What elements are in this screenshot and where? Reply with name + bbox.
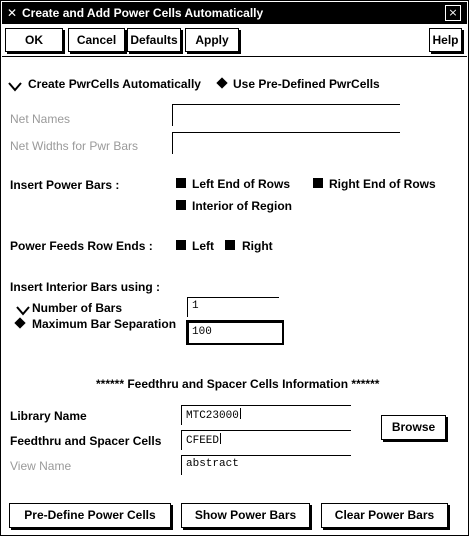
library-name-label: Library Name	[10, 409, 87, 423]
view-name-input[interactable]: abstract	[181, 455, 351, 475]
feed-right-checkbox-icon[interactable]	[225, 240, 235, 250]
interior-region-checkbox-icon[interactable]	[176, 200, 186, 210]
insert-power-bars-label: Insert Power Bars :	[10, 178, 120, 192]
feed-left-checkbox-icon[interactable]	[176, 240, 186, 250]
predefine-power-cells-button[interactable]: Pre-Define Power Cells	[9, 503, 171, 528]
defaults-button[interactable]: Defaults	[127, 28, 181, 52]
interior-region-label[interactable]: Interior of Region	[192, 199, 292, 213]
use-predefined-label[interactable]: Use Pre-Defined PwrCells	[233, 77, 380, 91]
button-bar	[2, 24, 467, 57]
cancel-button[interactable]: Cancel	[68, 28, 125, 52]
apply-button[interactable]: Apply	[185, 28, 239, 52]
browse-button[interactable]: Browse	[381, 415, 446, 440]
net-names-input[interactable]	[172, 104, 400, 126]
feed-right-label[interactable]: Right	[242, 239, 273, 253]
feedthru-cells-input[interactable]: CFEED	[181, 430, 351, 450]
number-of-bars-label[interactable]: Number of Bars	[32, 301, 123, 315]
help-button[interactable]: Help	[429, 28, 462, 52]
window-title: Create and Add Power Cells Automatically	[22, 6, 264, 20]
radio-selected-diamond-icon[interactable]	[216, 77, 227, 88]
x-logo-icon: ✕	[7, 6, 18, 20]
net-names-label: Net Names	[10, 112, 71, 126]
view-name-label: View Name	[10, 459, 72, 473]
clear-power-bars-button[interactable]: Clear Power Bars	[321, 503, 448, 528]
text-cursor	[240, 408, 241, 419]
feedthru-cells-label: Feedthru and Spacer Cells	[10, 434, 162, 448]
left-end-checkbox-icon[interactable]	[176, 178, 186, 188]
radio-unselected-chevron-icon[interactable]	[8, 82, 22, 92]
power-feeds-label: Power Feeds Row Ends :	[10, 239, 153, 253]
interior-bars-label: Insert Interior Bars using :	[10, 280, 161, 294]
create-auto-label[interactable]: Create PwrCells Automatically	[28, 77, 201, 91]
right-end-checkbox-icon[interactable]	[313, 178, 323, 188]
max-bar-separation-label[interactable]: Maximum Bar Separation	[32, 317, 177, 331]
feedthru-section-header: ****** Feedthru and Spacer Cells Information ******	[96, 377, 380, 391]
show-power-bars-button[interactable]: Show Power Bars	[181, 503, 310, 528]
library-name-input[interactable]: MTC23000	[181, 405, 351, 425]
net-widths-input[interactable]	[172, 132, 400, 154]
close-button[interactable]: ×	[445, 5, 461, 21]
radio-unselected-chevron-icon[interactable]	[16, 306, 30, 316]
text-cursor	[220, 433, 221, 444]
max-bar-separation-input[interactable]: 100	[186, 320, 284, 345]
ok-button[interactable]: OK	[5, 28, 63, 52]
net-widths-label: Net Widths for Pwr Bars	[10, 139, 139, 153]
left-end-label[interactable]: Left End of Rows	[192, 177, 290, 191]
radio-selected-diamond-icon[interactable]	[14, 317, 25, 328]
right-end-label[interactable]: Right End of Rows	[329, 177, 436, 191]
number-of-bars-input[interactable]: 1	[187, 297, 279, 317]
title-bar	[2, 2, 467, 24]
feed-left-label[interactable]: Left	[192, 239, 214, 253]
